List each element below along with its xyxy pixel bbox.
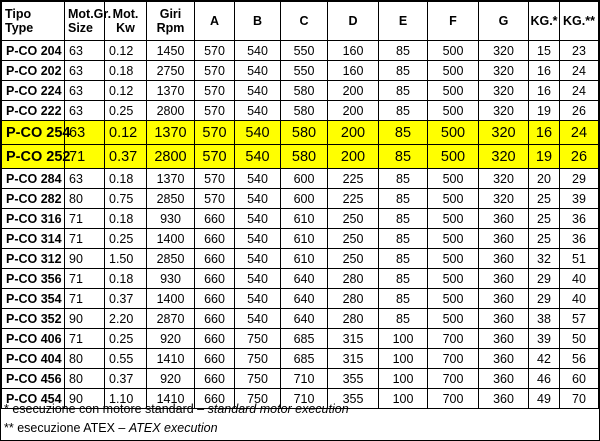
value-cell: 16	[529, 81, 560, 101]
value-cell: 39	[529, 329, 560, 349]
value-cell: 71	[65, 269, 105, 289]
type-cell: P-CO 224	[2, 81, 65, 101]
value-cell: 160	[328, 61, 379, 81]
value-cell: 16	[529, 121, 560, 145]
value-cell: 85	[379, 249, 428, 269]
type-cell: P-CO 282	[2, 189, 65, 209]
value-cell: 90	[65, 309, 105, 329]
value-cell: 610	[281, 209, 328, 229]
value-cell: 710	[281, 389, 328, 409]
value-cell: 63	[65, 169, 105, 189]
pump-spec-table	[1, 1, 599, 409]
header-b: B	[235, 2, 281, 41]
table-row	[2, 189, 599, 209]
value-cell: 63	[65, 81, 105, 101]
value-cell: 360	[479, 369, 529, 389]
value-cell: 70	[560, 389, 599, 409]
value-cell: 580	[281, 145, 328, 169]
value-cell: 640	[281, 269, 328, 289]
value-cell: 71	[65, 329, 105, 349]
value-cell: 320	[479, 189, 529, 209]
type-cell: P-CO 404	[2, 349, 65, 369]
value-cell: 1410	[147, 389, 195, 409]
value-cell: 42	[529, 349, 560, 369]
value-cell: 320	[479, 41, 529, 61]
value-cell: 85	[379, 101, 428, 121]
value-cell: 2850	[147, 249, 195, 269]
value-cell: 51	[560, 249, 599, 269]
type-cell: P-CO 352	[2, 309, 65, 329]
header-kg-atex: KG.**	[560, 2, 599, 41]
header-g: G	[479, 2, 529, 41]
table-row	[2, 209, 599, 229]
value-cell: 360	[479, 389, 529, 409]
header-d: D	[328, 2, 379, 41]
value-cell: 46	[529, 369, 560, 389]
value-cell: 360	[479, 289, 529, 309]
value-cell: 660	[195, 349, 235, 369]
table-row	[2, 369, 599, 389]
value-cell: 610	[281, 229, 328, 249]
value-cell: 570	[195, 121, 235, 145]
value-cell: 500	[428, 309, 479, 329]
value-cell: 225	[328, 189, 379, 209]
value-cell: 540	[235, 169, 281, 189]
value-cell: 250	[328, 209, 379, 229]
header-c: C	[281, 2, 328, 41]
value-cell: 85	[379, 121, 428, 145]
value-cell: 85	[379, 81, 428, 101]
value-cell: 2870	[147, 309, 195, 329]
value-cell: 20	[529, 169, 560, 189]
value-cell: 1410	[147, 349, 195, 369]
value-cell: 280	[328, 289, 379, 309]
value-cell: 0.18	[105, 61, 147, 81]
value-cell: 200	[328, 101, 379, 121]
footnote-standard: * esecuzione con motore standard – standard motor execution	[4, 402, 349, 416]
value-cell: 360	[479, 329, 529, 349]
value-cell: 920	[147, 369, 195, 389]
value-cell: 315	[328, 349, 379, 369]
value-cell: 750	[235, 329, 281, 349]
header-rpm: Giri Rpm	[147, 2, 195, 41]
table-header	[2, 2, 599, 41]
value-cell: 685	[281, 349, 328, 369]
value-cell: 225	[328, 169, 379, 189]
value-cell: 29	[529, 289, 560, 309]
value-cell: 85	[379, 169, 428, 189]
header-row	[2, 2, 599, 41]
value-cell: 250	[328, 229, 379, 249]
type-cell: P-CO 406	[2, 329, 65, 349]
value-cell: 570	[195, 41, 235, 61]
value-cell: 200	[328, 145, 379, 169]
value-cell: 700	[428, 369, 479, 389]
type-cell: P-CO 454	[2, 389, 65, 409]
value-cell: 500	[428, 289, 479, 309]
value-cell: 360	[479, 249, 529, 269]
header-motor-kw: Mot. Kw	[105, 2, 147, 41]
value-cell: 0.25	[105, 101, 147, 121]
value-cell: 57	[560, 309, 599, 329]
value-cell: 540	[235, 121, 281, 145]
value-cell: 320	[479, 145, 529, 169]
table-row	[2, 41, 599, 61]
value-cell: 29	[560, 169, 599, 189]
value-cell: 500	[428, 121, 479, 145]
value-cell: 540	[235, 309, 281, 329]
value-cell: 500	[428, 169, 479, 189]
type-cell: P-CO 312	[2, 249, 65, 269]
value-cell: 540	[235, 189, 281, 209]
value-cell: 160	[328, 41, 379, 61]
value-cell: 540	[235, 61, 281, 81]
table-row	[2, 309, 599, 329]
table-row	[2, 329, 599, 349]
value-cell: 36	[560, 209, 599, 229]
value-cell: 930	[147, 269, 195, 289]
value-cell: 540	[235, 81, 281, 101]
value-cell: 71	[65, 229, 105, 249]
value-cell: 500	[428, 145, 479, 169]
value-cell: 500	[428, 41, 479, 61]
value-cell: 0.18	[105, 209, 147, 229]
value-cell: 280	[328, 309, 379, 329]
value-cell: 610	[281, 249, 328, 269]
value-cell: 25	[529, 189, 560, 209]
table-row	[2, 269, 599, 289]
value-cell: 15	[529, 41, 560, 61]
type-cell: P-CO 456	[2, 369, 65, 389]
value-cell: 36	[560, 229, 599, 249]
value-cell: 90	[65, 389, 105, 409]
value-cell: 750	[235, 349, 281, 369]
value-cell: 540	[235, 269, 281, 289]
value-cell: 570	[195, 169, 235, 189]
value-cell: 570	[195, 81, 235, 101]
value-cell: 320	[479, 101, 529, 121]
table-row	[2, 121, 599, 145]
type-cell: P-CO 354	[2, 289, 65, 309]
footnote-atex: ** esecuzione ATEX – ATEX execution	[4, 421, 218, 435]
type-cell: P-CO 356	[2, 269, 65, 289]
value-cell: 0.75	[105, 189, 147, 209]
value-cell: 100	[379, 369, 428, 389]
type-cell: P-CO 284	[2, 169, 65, 189]
value-cell: 540	[235, 209, 281, 229]
value-cell: 360	[479, 209, 529, 229]
value-cell: 85	[379, 229, 428, 249]
value-cell: 355	[328, 369, 379, 389]
value-cell: 710	[281, 369, 328, 389]
value-cell: 90	[65, 249, 105, 269]
value-cell: 500	[428, 229, 479, 249]
value-cell: 80	[65, 369, 105, 389]
value-cell: 32	[529, 249, 560, 269]
value-cell: 0.18	[105, 269, 147, 289]
value-cell: 2750	[147, 61, 195, 81]
value-cell: 0.25	[105, 329, 147, 349]
value-cell: 540	[235, 145, 281, 169]
value-cell: 71	[65, 289, 105, 309]
type-cell: P-CO 316	[2, 209, 65, 229]
value-cell: 1370	[147, 121, 195, 145]
value-cell: 320	[479, 61, 529, 81]
value-cell: 320	[479, 121, 529, 145]
value-cell: 24	[560, 81, 599, 101]
value-cell: 280	[328, 269, 379, 289]
value-cell: 100	[379, 329, 428, 349]
value-cell: 360	[479, 229, 529, 249]
value-cell: 500	[428, 249, 479, 269]
value-cell: 580	[281, 81, 328, 101]
value-cell: 580	[281, 121, 328, 145]
value-cell: 24	[560, 61, 599, 81]
value-cell: 250	[328, 249, 379, 269]
value-cell: 360	[479, 349, 529, 369]
type-cell: P-CO 252	[2, 145, 65, 169]
value-cell: 580	[281, 101, 328, 121]
value-cell: 16	[529, 61, 560, 81]
value-cell: 85	[379, 41, 428, 61]
value-cell: 200	[328, 121, 379, 145]
value-cell: 63	[65, 121, 105, 145]
value-cell: 500	[428, 189, 479, 209]
value-cell: 0.25	[105, 229, 147, 249]
value-cell: 660	[195, 229, 235, 249]
value-cell: 550	[281, 41, 328, 61]
value-cell: 1450	[147, 41, 195, 61]
value-cell: 0.12	[105, 81, 147, 101]
value-cell: 360	[479, 269, 529, 289]
header-e: E	[379, 2, 428, 41]
value-cell: 50	[560, 329, 599, 349]
value-cell: 85	[379, 145, 428, 169]
value-cell: 920	[147, 329, 195, 349]
value-cell: 570	[195, 61, 235, 81]
value-cell: 360	[479, 309, 529, 329]
table-row	[2, 81, 599, 101]
value-cell: 750	[235, 389, 281, 409]
value-cell: 750	[235, 369, 281, 389]
value-cell: 660	[195, 269, 235, 289]
table-row	[2, 145, 599, 169]
value-cell: 85	[379, 269, 428, 289]
header-motor-size: Mot.Gr. Size	[65, 2, 105, 41]
value-cell: 540	[235, 229, 281, 249]
table-row	[2, 61, 599, 81]
type-cell: P-CO 314	[2, 229, 65, 249]
value-cell: 660	[195, 389, 235, 409]
value-cell: 100	[379, 349, 428, 369]
value-cell: 540	[235, 289, 281, 309]
value-cell: 355	[328, 389, 379, 409]
value-cell: 71	[65, 145, 105, 169]
value-cell: 1400	[147, 229, 195, 249]
value-cell: 29	[529, 269, 560, 289]
table-body	[2, 41, 599, 409]
value-cell: 700	[428, 349, 479, 369]
value-cell: 2800	[147, 145, 195, 169]
value-cell: 63	[65, 41, 105, 61]
table-row	[2, 169, 599, 189]
value-cell: 0.12	[105, 121, 147, 145]
value-cell: 2850	[147, 189, 195, 209]
value-cell: 23	[560, 41, 599, 61]
value-cell: 660	[195, 209, 235, 229]
value-cell: 685	[281, 329, 328, 349]
value-cell: 570	[195, 101, 235, 121]
value-cell: 26	[560, 101, 599, 121]
value-cell: 500	[428, 61, 479, 81]
value-cell: 500	[428, 209, 479, 229]
value-cell: 540	[235, 101, 281, 121]
value-cell: 24	[560, 121, 599, 145]
value-cell: 600	[281, 169, 328, 189]
value-cell: 660	[195, 369, 235, 389]
value-cell: 56	[560, 349, 599, 369]
value-cell: 660	[195, 249, 235, 269]
value-cell: 0.18	[105, 169, 147, 189]
value-cell: 49	[529, 389, 560, 409]
type-cell: P-CO 204	[2, 41, 65, 61]
type-cell: P-CO 202	[2, 61, 65, 81]
value-cell: 640	[281, 309, 328, 329]
value-cell: 40	[560, 289, 599, 309]
value-cell: 1400	[147, 289, 195, 309]
value-cell: 85	[379, 61, 428, 81]
value-cell: 2800	[147, 101, 195, 121]
value-cell: 500	[428, 101, 479, 121]
table-row	[2, 249, 599, 269]
value-cell: 930	[147, 209, 195, 229]
header-kg-standard: KG.*	[529, 2, 560, 41]
value-cell: 570	[195, 189, 235, 209]
value-cell: 570	[195, 145, 235, 169]
value-cell: 1.10	[105, 389, 147, 409]
value-cell: 0.37	[105, 145, 147, 169]
table-row	[2, 229, 599, 249]
value-cell: 85	[379, 289, 428, 309]
value-cell: 1.50	[105, 249, 147, 269]
value-cell: 660	[195, 309, 235, 329]
value-cell: 660	[195, 289, 235, 309]
value-cell: 19	[529, 145, 560, 169]
value-cell: 63	[65, 101, 105, 121]
value-cell: 500	[428, 81, 479, 101]
type-cell: P-CO 222	[2, 101, 65, 121]
value-cell: 38	[529, 309, 560, 329]
value-cell: 1370	[147, 169, 195, 189]
value-cell: 550	[281, 61, 328, 81]
value-cell: 0.37	[105, 289, 147, 309]
value-cell: 315	[328, 329, 379, 349]
value-cell: 71	[65, 209, 105, 229]
value-cell: 85	[379, 309, 428, 329]
value-cell: 80	[65, 349, 105, 369]
value-cell: 700	[428, 389, 479, 409]
value-cell: 60	[560, 369, 599, 389]
table-row	[2, 289, 599, 309]
value-cell: 540	[235, 41, 281, 61]
value-cell: 85	[379, 209, 428, 229]
value-cell: 0.37	[105, 369, 147, 389]
value-cell: 19	[529, 101, 560, 121]
value-cell: 26	[560, 145, 599, 169]
value-cell: 320	[479, 81, 529, 101]
value-cell: 40	[560, 269, 599, 289]
type-cell: P-CO 254	[2, 121, 65, 145]
value-cell: 25	[529, 229, 560, 249]
value-cell: 700	[428, 329, 479, 349]
value-cell: 540	[235, 249, 281, 269]
header-a: A	[195, 2, 235, 41]
header-f: F	[428, 2, 479, 41]
value-cell: 63	[65, 61, 105, 81]
value-cell: 0.55	[105, 349, 147, 369]
value-cell: 85	[379, 189, 428, 209]
value-cell: 500	[428, 269, 479, 289]
table-row	[2, 101, 599, 121]
header-tipo: Tipo Type	[2, 2, 65, 41]
value-cell: 600	[281, 189, 328, 209]
value-cell: 100	[379, 389, 428, 409]
value-cell: 25	[529, 209, 560, 229]
value-cell: 80	[65, 189, 105, 209]
value-cell: 660	[195, 329, 235, 349]
value-cell: 200	[328, 81, 379, 101]
footnotes	[1, 400, 599, 438]
value-cell: 2.20	[105, 309, 147, 329]
value-cell: 640	[281, 289, 328, 309]
table-row	[2, 349, 599, 369]
value-cell: 39	[560, 189, 599, 209]
value-cell: 0.12	[105, 41, 147, 61]
value-cell: 320	[479, 169, 529, 189]
value-cell: 1370	[147, 81, 195, 101]
